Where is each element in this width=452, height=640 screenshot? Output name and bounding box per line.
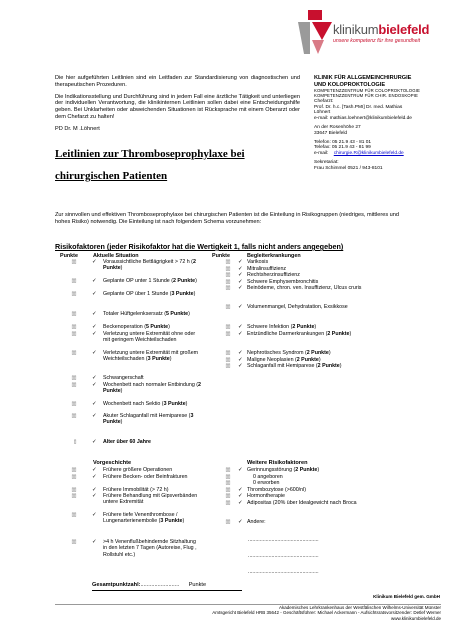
intro-paragraph-2: Die Indikationsstellung und Durchführung sind in jedem Fall eine ärztliche Tätigkeit und unterliegen der individuellen Verantwortung, die klinikinternen Leitlinien sollen dabei eine Entscheidungshilfe geben. Bei Unklarheiten oder abweichenden Situationen ist Rücksprache mit einem Oberarzt oder dem Chefarzt zu halten! [55, 93, 300, 120]
risk-item: Gerinnungsstörung (2 Punkte) [247, 467, 320, 473]
points-box-icon[interactable]: ▯▯ [71, 375, 76, 381]
intro-paragraph-1: Die hier aufgeführten Leitlinien sind ein Leitfaden zur Standardisierung von diagnostischen und therapeutischen Prozeduren. [55, 75, 300, 88]
check-icon: ✓ [238, 331, 243, 337]
history-item: >4 h Venenflußbehindernde Sitzhaltung in den letzten 7 Tagen (Autoreise, Flug , Rollstuhl etc.) [103, 539, 197, 558]
risk-item: 0 angeboren [253, 474, 283, 480]
disease-item: Nephrotisches Syndrom (2 Punkte) [247, 350, 331, 356]
secretary-label: Sekretariat: [314, 159, 339, 165]
points-box-icon[interactable]: ▯▯ [71, 487, 76, 493]
points-box-icon[interactable]: ▯▯ [225, 487, 230, 493]
footer-company: Klinikum Bielefeld gem. GmbH [373, 594, 440, 599]
points-box-icon[interactable]: ▯▯ [225, 272, 230, 278]
situation-item: Totaler Hüftgelenksersatz (5 Punkte) [103, 311, 190, 317]
check-icon: ✓ [238, 500, 243, 506]
situation-item: Geplante OP unter 1 Stunde (2 Punkte) [103, 278, 197, 284]
points-box-icon[interactable]: ▯▯ [225, 266, 230, 272]
check-icon: ✓ [92, 350, 97, 356]
check-icon: ✓ [238, 272, 243, 278]
situation-item: Akuter Schlaganfall mit Hemiparese (3 Punkte) [103, 413, 194, 426]
check-icon: ✓ [92, 487, 97, 493]
situation-item: Schwangerschaft [103, 375, 144, 381]
risk-item: Thrombozytose (>600/nl) [247, 487, 307, 493]
points-box-icon[interactable]: ▯▯ [225, 467, 230, 473]
check-icon: ✓ [92, 413, 97, 419]
author: PD Dr. M .Löhnert [55, 125, 100, 132]
points-box-icon[interactable]: ▯▯ [225, 331, 230, 337]
check-icon: ✓ [238, 363, 243, 369]
check-icon: ✓ [92, 324, 97, 330]
disease-item: Rechtsherzinsuffizienz [247, 272, 300, 278]
points-box-icon[interactable]: ▯▯ [225, 304, 230, 310]
check-icon: ✓ [92, 474, 97, 480]
check-icon: ✓ [92, 493, 97, 499]
check-icon: ✓ [238, 304, 243, 310]
points-box-icon[interactable]: ▯▯ [71, 350, 76, 356]
points-box-icon[interactable]: ▯▯ [71, 324, 76, 330]
other-line-2: ................................................ [248, 553, 319, 559]
intro-left [55, 75, 300, 138]
points-box-icon[interactable]: ▯▯ [71, 382, 76, 388]
disease-item: Varikosis [247, 259, 269, 265]
check-icon: ✓ [92, 382, 97, 388]
situation-item: Verletzung untere Extremität ohne oder mit geringem Weichteilschaden [103, 331, 196, 344]
clinic-sub-1: KOMPETENZZENTRUM FÜR COLOPROKTOLOGIE [314, 88, 420, 94]
risk-item: Andere: [247, 519, 266, 525]
further-title: Weitere Risikofaktoren [247, 460, 308, 466]
check-icon: ✓ [238, 487, 243, 493]
points-box-icon[interactable]: ▯▯ [225, 357, 230, 363]
points-box-icon[interactable]: ▯▯ [71, 539, 76, 545]
fax: Telefax: 05 21.9 43 - 81 99 [314, 145, 371, 151]
points-box-icon[interactable]: ▯▯ [71, 278, 76, 284]
situation-item: Beckenoperation (5 Punkte) [103, 324, 170, 330]
history-title: Vorgeschichte [93, 460, 132, 466]
situation-item: Verletzung untere Extremität mit großem Weichteilschaden (3 Punkte) [103, 350, 199, 363]
disease-item: Beinödeme, chron. ven. Insuffizienz, Ulcus cruris [247, 285, 362, 291]
points-box-icon[interactable]: ▯▯ [225, 259, 230, 265]
check-icon: ✓ [238, 467, 243, 473]
points-box-icon[interactable]: ▯▯ [225, 324, 230, 330]
check-icon: ✓ [238, 259, 243, 265]
check-icon: ✓ [92, 539, 97, 545]
points-box-icon[interactable]: ▯▯ [71, 474, 76, 480]
situation-item: Wochenbett nach Sektio (3 Punkte) [103, 401, 188, 407]
email-line: e-mail: chirurgie.R@klinikumbielefeld.de [314, 151, 404, 157]
disease-item: Entzündliche Darmerkrankungen (2 Punkte) [247, 331, 352, 337]
situation-item: Wochenbett nach normaler Entbindung (2 Punkte) [103, 382, 201, 395]
diseases-header: Begleiterkrankungen [247, 253, 301, 259]
other-line-3: ................................................ [248, 569, 319, 575]
situation-item: Voraussichtliche Bettlägrigkeit > 72 h (2 Punkte) [103, 259, 196, 272]
chef-label: Chefarzt: [314, 98, 334, 104]
points-box-icon[interactable]: ▯▯ [71, 413, 76, 419]
points-box-icon[interactable]: ▯▯ [71, 291, 76, 297]
check-icon: ✓ [92, 259, 97, 265]
points-box-icon[interactable]: ▯▯ [225, 350, 230, 356]
history-item: Frühere größere Operationen [103, 467, 173, 473]
check-icon: ✓ [238, 324, 243, 330]
address-street: An der Rosenhöhe 27 [314, 124, 361, 130]
clinic-sub-2: KOMPETENZZENTRUM FÜR CHIR. ENDOSKOPIE [314, 93, 418, 99]
points-box-icon[interactable]: ▯ [73, 439, 76, 445]
total-score: Gesamtpunktzahl:......................... Punkte [92, 582, 207, 588]
disease-item: Mitralinsuffizienz [247, 266, 287, 272]
points-box-icon[interactable]: ▯▯ [71, 311, 76, 317]
check-icon: ✓ [92, 278, 97, 284]
disease-item: Schwere Emphysembronchitis [247, 279, 319, 285]
page-title: Leitlinien zur Thromboseprophylaxe bei chirurgischen Patienten [55, 148, 245, 182]
age-item: Alter über 60 Jahre [103, 439, 151, 445]
check-icon: ✓ [92, 439, 97, 445]
risk-item: 0 erworben [253, 480, 280, 486]
disease-item: Maligne Neoplasien (2 Punkte) [247, 357, 321, 363]
check-icon: ✓ [92, 467, 97, 473]
check-icon: ✓ [238, 357, 243, 363]
disease-item: Schwere Infektion (2 Punkte) [247, 324, 317, 330]
chef-email: e-mail: mathias.loehnert@klinikumbielefeld.de [314, 116, 412, 122]
check-icon: ✓ [92, 331, 97, 337]
check-icon: ✓ [238, 350, 243, 356]
risk-factors-title: Risikofaktoren (jeder Risikofaktor hat die Wertigkeit 1, falls nicht anders angegeben) [55, 242, 344, 251]
points-box-icon[interactable]: ▯▯ [71, 493, 76, 499]
check-icon: ✓ [238, 279, 243, 285]
check-icon: ✓ [238, 493, 243, 499]
logo-tagline: unsere kompetenz für ihre gesundheit [333, 38, 421, 44]
points-header-1: Punkte [60, 253, 78, 259]
points-box-icon[interactable]: ▯▯ [71, 401, 76, 407]
check-icon: ✓ [92, 512, 97, 518]
chef-name-1: Prof. Dr. h.c. [Tash.PMI] Dr. med. Mathias [314, 104, 403, 110]
check-icon: ✓ [92, 375, 97, 381]
history-item: Frühere Becken- oder Beinfrakturen [103, 474, 188, 480]
points-box-icon[interactable]: ▯▯ [71, 467, 76, 473]
clinic-heading-2: UND KOLOPROKTOLOGIE [314, 81, 386, 88]
points-box-icon[interactable]: ▯▯ [71, 512, 76, 518]
phone: Telefon: 05 21.9 43 - 81 01 [314, 139, 372, 145]
clinic-info [314, 75, 444, 172]
chef-name-2: Löhnert [314, 110, 331, 116]
points-header-2: Punkte [212, 253, 230, 259]
total-underline [92, 590, 242, 591]
points-box-icon[interactable]: ▯▯ [225, 363, 230, 369]
check-icon: ✓ [92, 311, 97, 317]
intro-text: Zur sinnvollen und effektiven Thromboseprophylaxe bei chirurgischen Patienten ist die Einteilung in Risikogruppen (niedriges, mittleres und hohes Risiko) notwendig. Die Einteilung ist nach folgendem Schema vorzunehmen: [55, 212, 400, 225]
points-box-icon[interactable]: ▯▯ [225, 519, 230, 525]
history-item: Frühere Immobilität (> 72 h) [103, 487, 169, 493]
situations-header: Aktuelle Situation [93, 253, 139, 259]
address-city: 33647 Bielefeld [314, 130, 348, 136]
history-item: Frühere tiefe Venenthrombose / Lungenarterienembolie (3 Punkte) [103, 512, 185, 525]
points-box-icon[interactable]: ▯▯ [71, 331, 76, 337]
history-item: Frühere Behandlung mit Gipsverbänden untere Extremität [103, 493, 198, 506]
check-icon: ✓ [238, 266, 243, 272]
other-line-1: ................................................ [248, 537, 319, 543]
points-box-icon[interactable]: ▯▯ [225, 493, 230, 499]
risk-item: Adipositas (20% über Idealgewicht nach Broca [247, 500, 357, 506]
check-icon: ✓ [238, 519, 243, 525]
points-box-icon[interactable]: ▯▯ [225, 279, 230, 285]
points-box-icon[interactable]: ▯▯ [71, 259, 76, 265]
email-link[interactable]: chirurgie.R@klinikumbielefeld.de [333, 151, 404, 157]
check-icon: ✓ [92, 291, 97, 297]
disease-item: Volumenmangel, Dehydratation, Exsikkose [247, 304, 348, 310]
secretary: Frau Schimmel 0521 / 943-8101 [314, 165, 383, 171]
risk-item: Hormontherapie [247, 493, 285, 499]
clinic-heading-1: KLINIK FÜR ALLGEMEINCHIRURGIE [314, 75, 412, 81]
points-box-icon[interactable]: ▯▯ [225, 285, 230, 291]
points-box-icon[interactable]: ▯▯ [225, 480, 230, 486]
check-icon: ✓ [238, 285, 243, 291]
points-box-icon[interactable]: ▯▯ [225, 500, 230, 506]
check-icon: ✓ [92, 401, 97, 407]
logo-wordmark: klinikumbielefeld [333, 22, 430, 37]
situation-item: Geplante OP über 1 Stunde (3 Punkte) [103, 291, 196, 297]
points-box-icon[interactable]: ▯▯ [225, 474, 230, 480]
disease-item: Schlaganfall mit Hemiparese (2 Punkte) [247, 363, 342, 369]
klinikum-logo [298, 10, 332, 54]
footer-text: Akademisches Lehrkrankenhaus der Westfälischen Wilhelms-Universität Münster Amtsgericht Bielefeld HRB 35642 - Geschäftsführer: Michael Ackermann - Aufsichtsratsvorsitzender: Detlef Werner www.klinikumbielefeld.de [212, 605, 441, 621]
